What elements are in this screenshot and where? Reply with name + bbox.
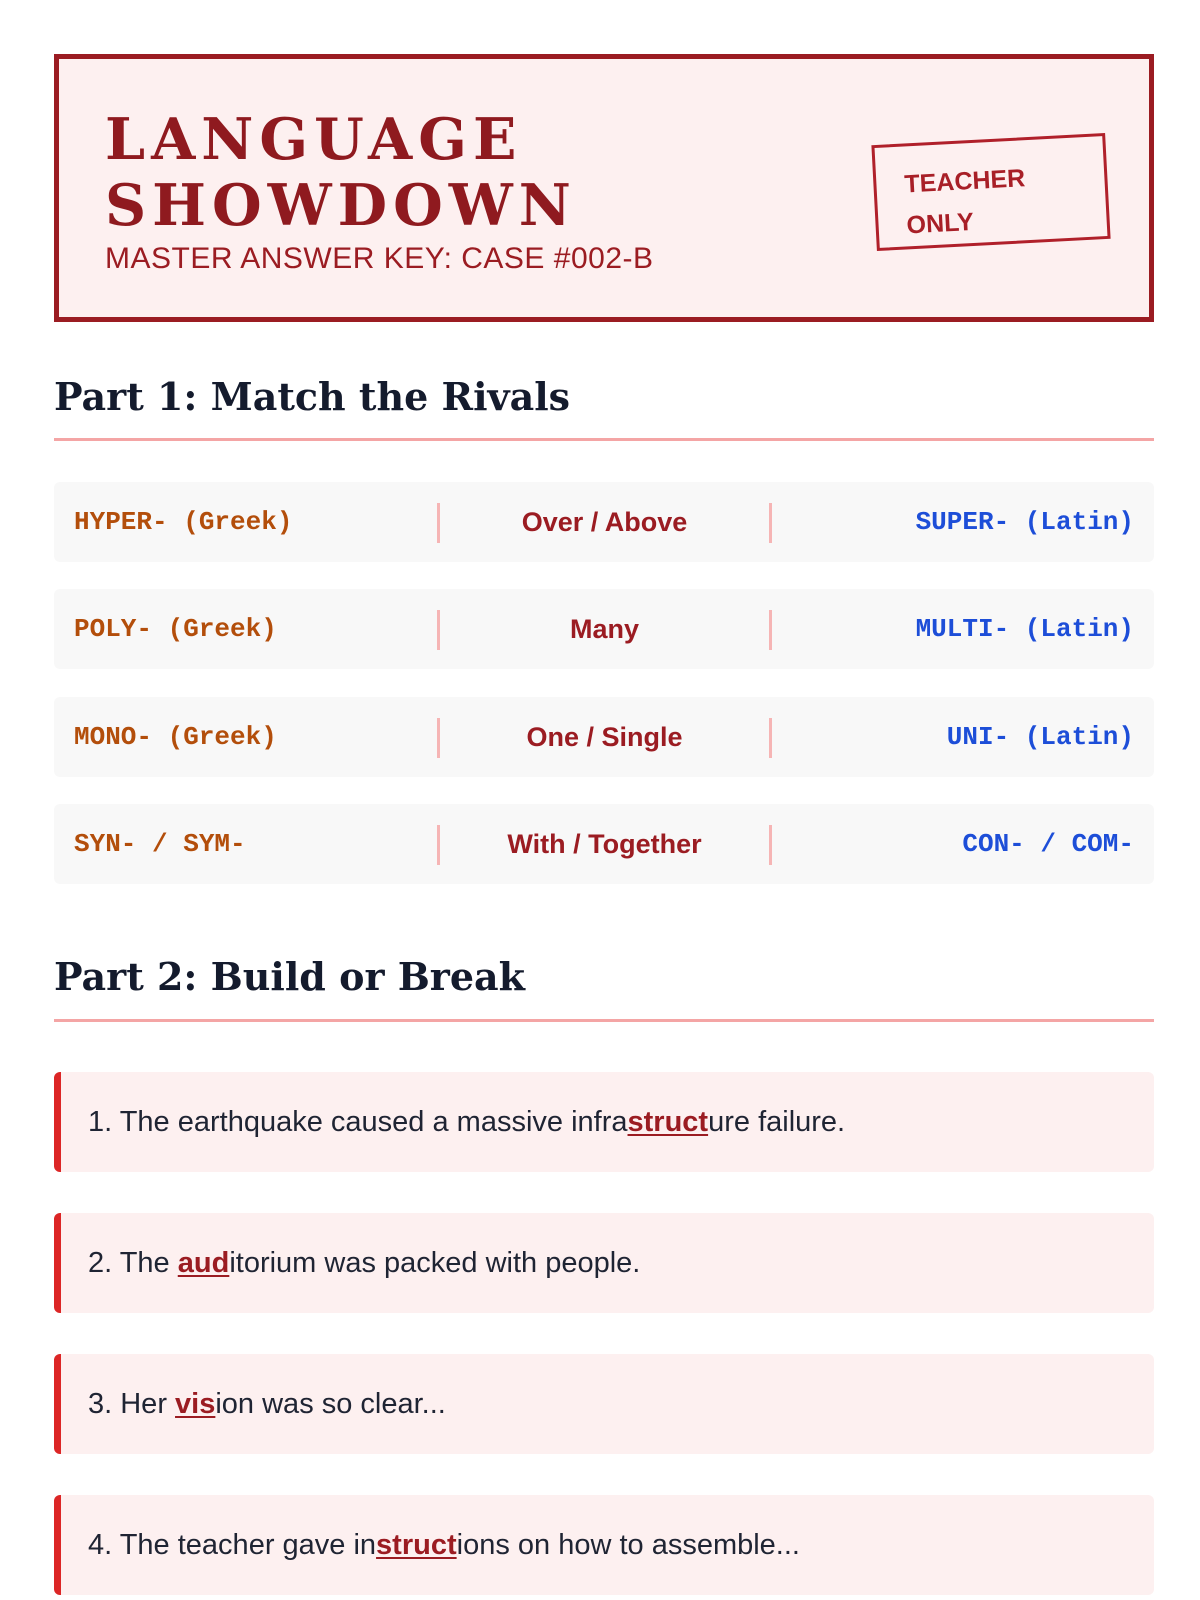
sentence-item — [54, 1072, 1154, 1172]
sentence-after: itorium was packed with people. — [229, 1247, 641, 1279]
part2-divider — [54, 1019, 1154, 1022]
column-divider — [769, 610, 772, 650]
sentence-after: ions on how to assemble... — [456, 1529, 800, 1561]
sentence-before: 3. Her — [88, 1388, 176, 1420]
sentence-before: 1. The earthquake caused a massive infra — [88, 1106, 628, 1138]
column-divider — [769, 718, 772, 758]
shared-meaning: One / Single — [526, 722, 683, 752]
latin-prefix: SUPER- (Latin) — [915, 507, 1134, 537]
stamp-line-1: TEACHER — [903, 164, 1026, 199]
sentence-item — [54, 1213, 1154, 1313]
sentence-after: ure failure. — [708, 1106, 846, 1138]
column-divider — [769, 503, 772, 543]
root-highlight: struct — [376, 1529, 457, 1561]
match-row — [54, 589, 1154, 669]
column-divider — [769, 825, 772, 865]
root-highlight: vis — [175, 1388, 216, 1420]
teacher-only-stamp — [871, 133, 1110, 251]
shared-meaning: Over / Above — [521, 507, 688, 537]
latin-prefix: MULTI- (Latin) — [915, 614, 1134, 644]
match-row — [54, 804, 1154, 884]
greek-prefix: SYN- / SYM- — [74, 829, 246, 859]
sentence-text — [88, 1106, 845, 1138]
stamp-line-2: ONLY — [905, 207, 975, 240]
sentence-before: 4. The teacher gave in — [88, 1529, 377, 1561]
root-highlight: struct — [627, 1106, 709, 1138]
part1-divider — [54, 438, 1154, 441]
latin-prefix: CON- / COM- — [962, 829, 1134, 859]
greek-prefix: POLY- (Greek) — [74, 614, 277, 644]
root-highlight: aud — [177, 1247, 230, 1279]
sentence-text — [88, 1247, 640, 1279]
sentence-item — [54, 1495, 1154, 1595]
part1-heading: Part 1: Match the Rivals — [54, 374, 571, 419]
match-row — [54, 482, 1154, 562]
greek-prefix: HYPER- (Greek) — [74, 507, 293, 537]
match-row — [54, 697, 1154, 777]
page-subtitle: MASTER ANSWER KEY: CASE #002-B — [105, 242, 654, 275]
shared-meaning: With / Together — [507, 829, 702, 859]
shared-meaning: Many — [569, 614, 640, 644]
answer-key-page — [54, 54, 1154, 1561]
header-card — [54, 54, 1154, 322]
sentence-after: ion was so clear... — [215, 1388, 446, 1420]
greek-prefix: MONO- (Greek) — [74, 722, 277, 752]
sentence-text — [88, 1529, 800, 1561]
page-title: LANGUAGE SHOWDOWN — [105, 106, 577, 239]
part2-heading: Part 2: Build or Break — [54, 954, 525, 999]
sentence-item — [54, 1354, 1154, 1454]
sentence-text — [88, 1388, 446, 1420]
latin-prefix: UNI- (Latin) — [946, 722, 1134, 752]
sentence-before: 2. The — [88, 1247, 178, 1279]
